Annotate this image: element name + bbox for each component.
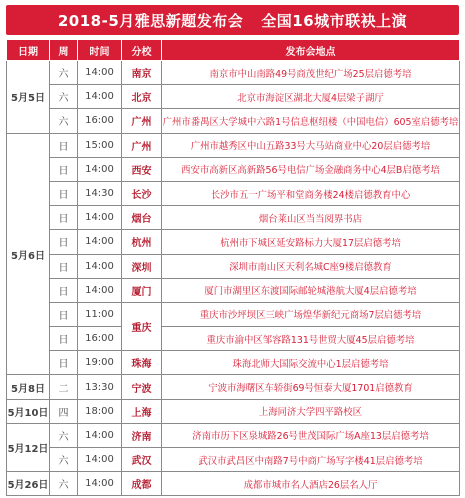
week-cell: 二 <box>50 375 78 399</box>
date-cell: 5月8日 <box>7 375 50 399</box>
date-cell: 5月10日 <box>7 399 50 423</box>
col-address-header: 发布会地点 <box>162 40 460 61</box>
table-row <box>7 351 460 375</box>
week-cell: 日 <box>50 230 78 254</box>
address-cell: 南京市中山南路49号商茂世纪广场25层启德考培 <box>162 61 460 85</box>
address-cell: 深圳市南山区天利名城C座9楼启德教育 <box>162 254 460 278</box>
time-cell: 14:00 <box>78 206 122 230</box>
time-cell: 11:00 <box>78 302 122 326</box>
city-cell: 厦门 <box>122 278 162 302</box>
address-cell: 宁波市海曙区车轿街69号恒泰大厦1701启德教育 <box>162 375 460 399</box>
time-cell: 14:00 <box>78 157 122 181</box>
week-cell: 日 <box>50 278 78 302</box>
address-cell: 重庆市沙坪坝区三峡广场煌华新纪元商场7层启德考培 <box>162 302 460 326</box>
address-cell: 广州市越秀区中山五路33号大马站商业中心20层启德考培 <box>162 133 460 157</box>
city-cell: 成都 <box>122 472 162 496</box>
col-city-header: 分校 <box>122 40 162 61</box>
table-row <box>7 206 460 230</box>
table-row <box>7 109 460 133</box>
city-cell: 上海 <box>122 399 162 423</box>
city-cell: 西安 <box>122 157 162 181</box>
week-cell: 六 <box>50 109 78 133</box>
date-cell: 5月12日 <box>7 423 50 471</box>
week-cell: 四 <box>50 399 78 423</box>
week-cell: 日 <box>50 133 78 157</box>
city-cell: 烟台 <box>122 206 162 230</box>
address-cell: 长沙市五一广场平和堂商务楼24楼启德教育中心 <box>162 181 460 205</box>
time-cell: 14:00 <box>78 472 122 496</box>
address-cell: 广州市番禺区大学城中六路1号信息枢纽楼（中国电信）605室启德考培 <box>162 109 460 133</box>
week-cell: 日 <box>50 157 78 181</box>
table-header-row <box>7 40 460 61</box>
table-row <box>7 375 460 399</box>
week-cell: 六 <box>50 423 78 447</box>
address-cell: 成都市城市名人酒店26层名人厅 <box>162 472 460 496</box>
address-cell: 济南市历下区泉城路26号世茂国际广场A座13层启德考培 <box>162 423 460 447</box>
week-cell: 六 <box>50 472 78 496</box>
week-cell: 日 <box>50 206 78 230</box>
poster-title <box>6 5 459 35</box>
time-cell: 14:00 <box>78 61 122 85</box>
table-row <box>7 157 460 181</box>
week-cell: 日 <box>50 351 78 375</box>
address-cell: 上海同济大学四平路校区 <box>162 399 460 423</box>
time-cell: 18:00 <box>78 399 122 423</box>
time-cell: 14:00 <box>78 254 122 278</box>
week-cell: 六 <box>50 61 78 85</box>
city-cell: 武汉 <box>122 448 162 472</box>
table-row <box>7 181 460 205</box>
week-cell: 六 <box>50 85 78 109</box>
table-row <box>7 254 460 278</box>
city-cell: 珠海 <box>122 351 162 375</box>
time-cell: 14:30 <box>78 181 122 205</box>
table-row <box>7 302 460 326</box>
week-cell: 日 <box>50 254 78 278</box>
time-cell: 14:00 <box>78 85 122 109</box>
city-cell: 杭州 <box>122 230 162 254</box>
col-date-header: 日期 <box>7 40 50 61</box>
time-cell: 14:00 <box>78 230 122 254</box>
time-cell: 14:00 <box>78 423 122 447</box>
address-cell: 西安市高新区高新路56号电信广场金融商务中心4层B启德考培 <box>162 157 460 181</box>
address-cell: 重庆市渝中区邹容路131号世贸大厦45层启德考培 <box>162 327 460 351</box>
date-cell: 5月6日 <box>7 133 50 375</box>
address-cell: 厦门市湖里区东渡国际邮轮城港航大厦4层启德考培 <box>162 278 460 302</box>
time-cell: 19:00 <box>78 351 122 375</box>
city-cell: 南京 <box>122 61 162 85</box>
city-cell: 广州 <box>122 109 162 133</box>
schedule-table <box>6 39 460 496</box>
table-row <box>7 327 460 351</box>
table-row <box>7 399 460 423</box>
title-right: 全国16城市联袂上演 <box>261 11 408 30</box>
city-cell: 深圳 <box>122 254 162 278</box>
col-week-header: 周 <box>50 40 78 61</box>
date-cell: 5月26日 <box>7 472 50 496</box>
address-cell: 烟台莱山区当当阅界书店 <box>162 206 460 230</box>
table-row <box>7 423 460 447</box>
title-left: 2018-5月雅思新题发布会 <box>57 11 244 30</box>
table-row <box>7 472 460 496</box>
table-row <box>7 278 460 302</box>
address-cell: 北京市海淀区湖北大厦4层梁子湖厅 <box>162 85 460 109</box>
time-cell: 14:00 <box>78 448 122 472</box>
city-cell: 宁波 <box>122 375 162 399</box>
address-cell: 珠海北师大国际交流中心1层启德考培 <box>162 351 460 375</box>
week-cell: 日 <box>50 302 78 326</box>
col-time-header: 时间 <box>78 40 122 61</box>
table-row <box>7 85 460 109</box>
date-cell: 5月5日 <box>7 61 50 134</box>
time-cell: 15:00 <box>78 133 122 157</box>
time-cell: 16:00 <box>78 109 122 133</box>
city-cell: 长沙 <box>122 181 162 205</box>
table-row <box>7 230 460 254</box>
city-cell: 重庆 <box>122 302 162 350</box>
table-row <box>7 133 460 157</box>
city-cell: 济南 <box>122 423 162 447</box>
address-cell: 武汉市武昌区中南路7号中商广场写字楼41层启德考培 <box>162 448 460 472</box>
week-cell: 六 <box>50 448 78 472</box>
city-cell: 广州 <box>122 133 162 157</box>
time-cell: 16:00 <box>78 327 122 351</box>
week-cell: 日 <box>50 181 78 205</box>
week-cell: 日 <box>50 327 78 351</box>
city-cell: 北京 <box>122 85 162 109</box>
time-cell: 13:30 <box>78 375 122 399</box>
address-cell: 杭州市下城区延安路标力大厦17层启德考培 <box>162 230 460 254</box>
time-cell: 14:00 <box>78 278 122 302</box>
table-row <box>7 448 460 472</box>
table-row <box>7 61 460 85</box>
